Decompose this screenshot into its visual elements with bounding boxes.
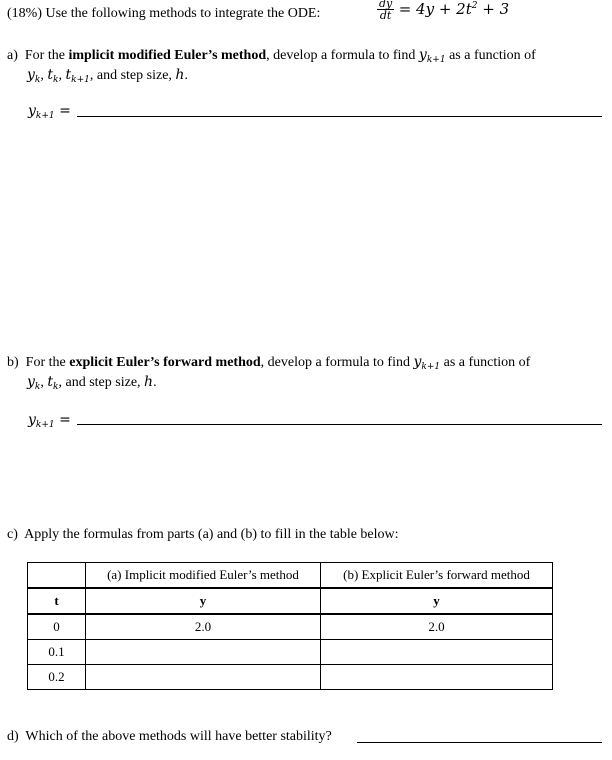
results-table [27, 562, 553, 690]
table-empty-corner [28, 563, 86, 589]
ode-fraction [377, 0, 394, 22]
table-subheader-y-b: y [321, 588, 553, 614]
ode-rhs: = $4y + 2t^2 + 3$ [398, 0, 510, 18]
intro-text: (18%) Use the following methods to integrate the ODE: [7, 6, 321, 21]
table-row [28, 640, 553, 665]
part-a-question: a) For the implicit modified Euler’s method, develop a formula to find $y_{k+1}$ as a function of [7, 47, 536, 65]
ode-numerator: dy [379, 0, 393, 10]
table-cell-y-a[interactable] [86, 640, 321, 665]
part-c-question: c) Apply the formulas from parts (a) and (b) to fill in the table below: [7, 527, 399, 542]
table-subheader-y-a: y [86, 588, 321, 614]
part-d-answer-line[interactable] [357, 742, 602, 743]
table-header-row [28, 563, 553, 589]
part-b-question-cont: $y_k$, $t_k$, and step size, h. [27, 374, 157, 392]
part-d-question: d) Which of the above methods will have better stability? [7, 729, 332, 744]
table-row [28, 614, 553, 640]
part-a-question-cont: $y_k$, $t_k$, $t_{k+1}$, and step size, h. [27, 67, 188, 85]
part-a-answer-line[interactable] [77, 116, 602, 117]
part-a-answer-label: $y_{k+1}$ = [28, 103, 71, 121]
table-cell-t: 0.2 [28, 665, 86, 690]
table-subheader-row [28, 588, 553, 614]
part-b-answer-label: $y_{k+1}$ = [28, 412, 71, 430]
ode-equation [377, 0, 509, 22]
table-cell-y-a[interactable]: 2.0 [86, 614, 321, 640]
table-row [28, 665, 553, 690]
table-cell-t: 0 [28, 614, 86, 640]
table-cell-t: 0.1 [28, 640, 86, 665]
table-cell-y-a[interactable] [86, 665, 321, 690]
table-subheader-t: t [28, 588, 86, 614]
ode-denominator: dt [379, 9, 392, 22]
table-cell-y-b[interactable] [321, 640, 553, 665]
part-b-answer-line[interactable] [77, 424, 602, 425]
table-col-header-b: (b) Explicit Euler’s forward method [321, 563, 553, 589]
table-col-header-a: (a) Implicit modified Euler’s method [86, 563, 321, 589]
table-cell-y-b[interactable]: 2.0 [321, 614, 553, 640]
table-cell-y-b[interactable] [321, 665, 553, 690]
part-b-question: b) For the explicit Euler’s forward method, develop a formula to find $y_{k+1}$ as a function of [7, 354, 531, 372]
